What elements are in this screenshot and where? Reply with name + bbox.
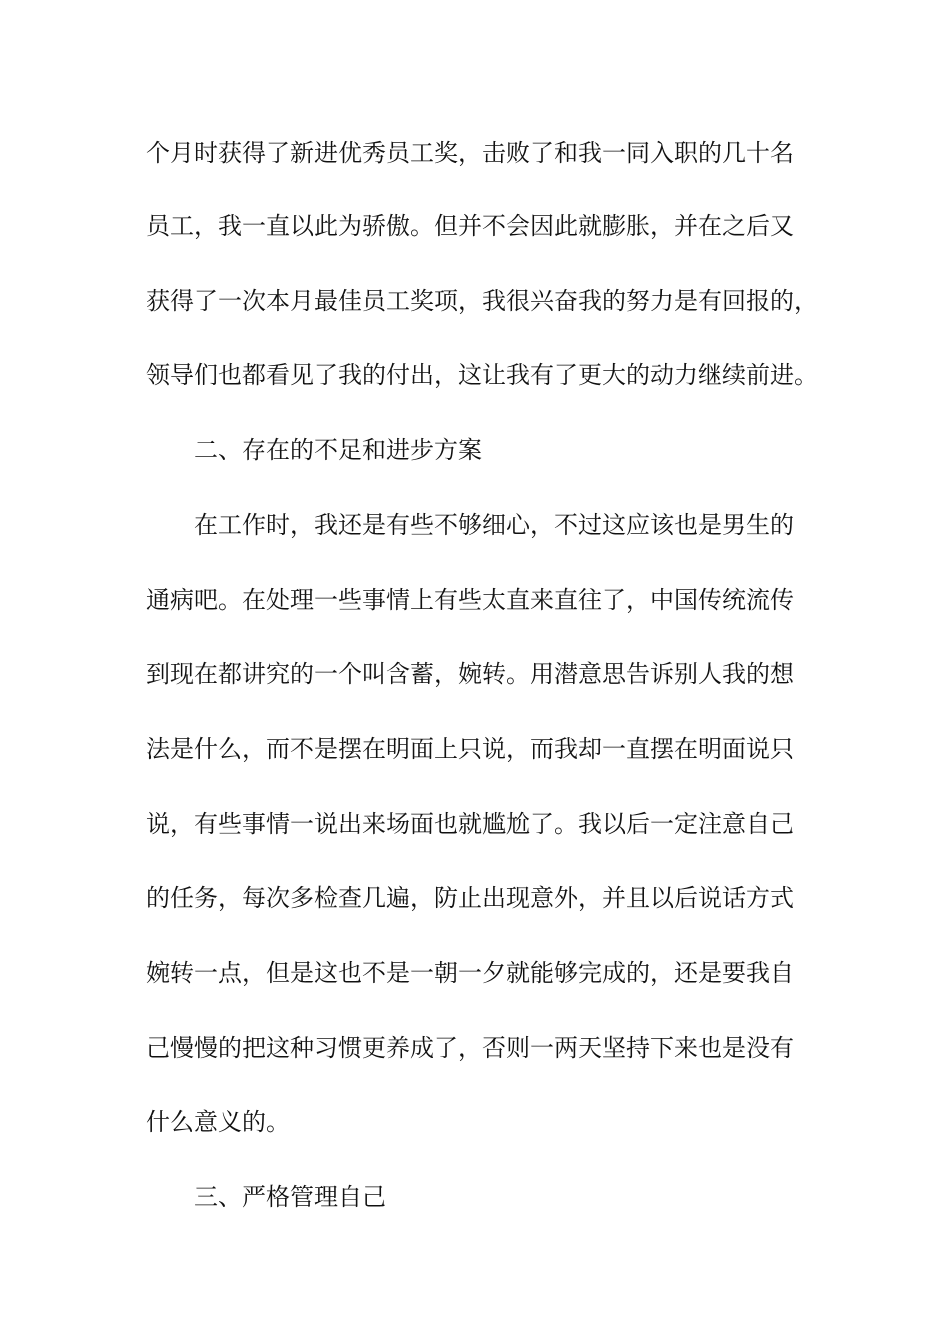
paragraph-line: 领导们也都看见了我的付出，这让我有了更大的动力继续前进。: [146, 361, 818, 389]
paragraph-line: 员工，我一直以此为骄傲。但并不会因此就膨胀，并在之后又: [146, 212, 794, 240]
section-heading: 二、存在的不足和进步方案: [194, 436, 482, 464]
paragraph-line: 通病吧。在处理一些事情上有些太直来直往了，中国传统流传: [146, 586, 794, 614]
paragraph-line: 己慢慢的把这种习惯更养成了，否则一两天坚持下来也是没有: [146, 1034, 794, 1062]
paragraph-line: 法是什么，而不是摆在明面上只说，而我却一直摆在明面说只: [146, 735, 794, 763]
paragraph-line: 的任务，每次多检查几遍，防止出现意外，并且以后说话方式: [146, 884, 794, 912]
paragraph-line: 个月时获得了新进优秀员工奖，击败了和我一同入职的几十名: [146, 139, 794, 167]
paragraph-line: 在工作时，我还是有些不够细心，不过这应该也是男生的: [194, 511, 794, 539]
paragraph-line: 获得了一次本月最佳员工奖项，我很兴奋我的努力是有回报的，: [146, 287, 818, 315]
paragraph-line: 到现在都讲究的一个叫含蓄，婉转。用潜意思告诉别人我的想: [146, 660, 794, 688]
paragraph-line: 婉转一点，但是这也不是一朝一夕就能够完成的，还是要我自: [146, 959, 794, 987]
paragraph-line: 什么意义的。: [146, 1108, 290, 1136]
paragraph-line: 说，有些事情一说出来场面也就尴尬了。我以后一定注意自己: [146, 810, 794, 838]
section-heading: 三、严格管理自己: [194, 1183, 386, 1211]
